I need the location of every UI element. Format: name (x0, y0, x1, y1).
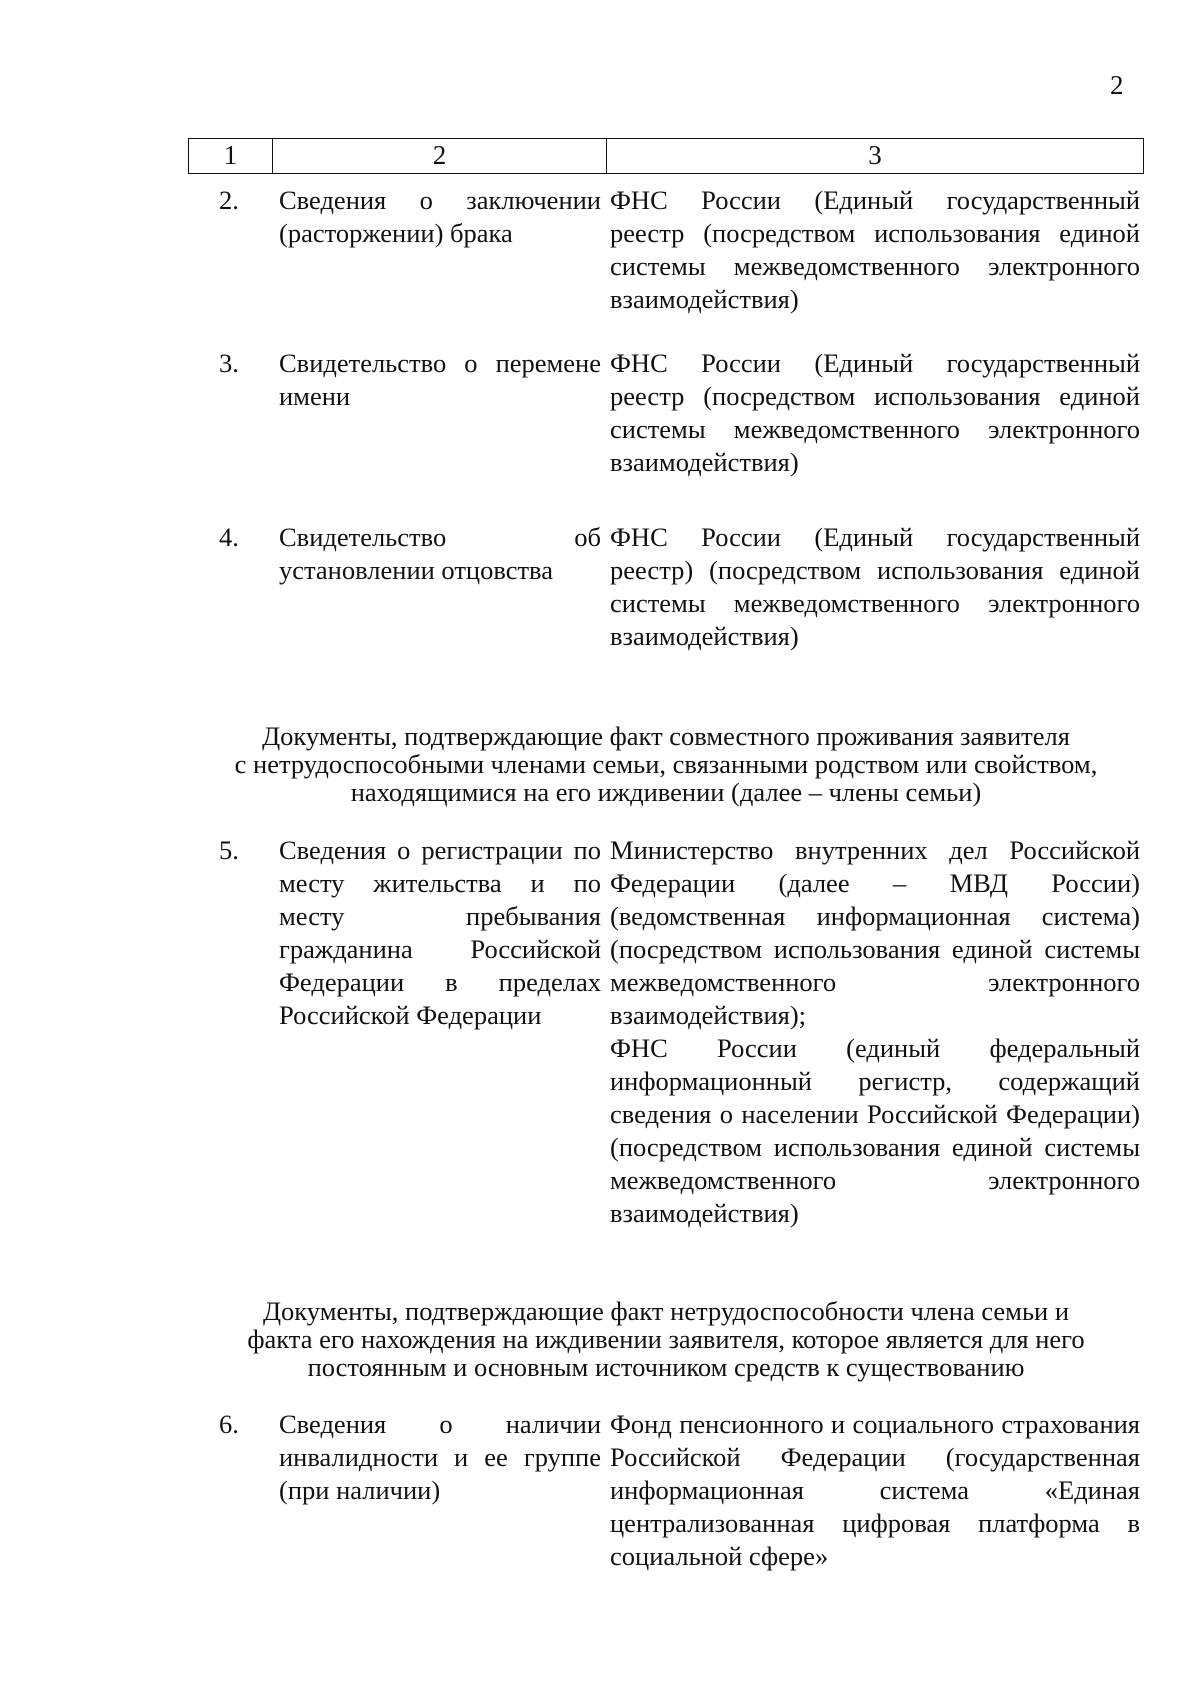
column-1-header: 1 (189, 139, 273, 173)
document-name: Сведения о наличии инвалидности и ее группе (при наличии) (279, 1409, 601, 1505)
heading-line: постоянным и основным источником средств к существованию (307, 1352, 1025, 1382)
row-number: 6. (219, 1409, 239, 1439)
document-source (604, 1408, 1140, 1573)
source-text: ФНС России (Единый государственный реестр (посредством использования единой системы межведомственного электронного взаимодействия) (610, 185, 1140, 314)
column-3-header: 3 (868, 140, 882, 170)
row-number: 2. (219, 185, 239, 215)
document-name: Сведения о заключении (расторжении) брака (279, 185, 601, 248)
section-heading (188, 1297, 1144, 1381)
document-name: Сведения о регистрации по месту жительства и по месту пребывания гражданина Российской Федерации в пределах Российской Федерации (279, 835, 601, 1030)
source-text: Министерство внутренних дел Российской Федерации (далее – МВД России) (ведомственная информационная система) (посредством использования единой системы межведомственного электронного взаимодействия); (610, 835, 1140, 1030)
heading-line: факта его нахождения на иждивении заявителя, которое является для него (247, 1324, 1085, 1354)
document-source (604, 834, 1140, 1230)
source-text: Фонд пенсионного и социального страхования Российской Федерации (государственная информационная система «Единая централизованная цифровая платформа в социальной сфере» (610, 1409, 1140, 1571)
heading-line: Документы, подтверждающие факт совместного проживания заявителя (262, 721, 1070, 751)
source-text: ФНС России (Единый государственный реестр (посредством использования единой системы межведомственного электронного взаимодействия) (610, 348, 1140, 477)
row-number: 4. (219, 522, 239, 552)
table-row (188, 184, 1144, 316)
document-name: Свидетельство об установлении отцовства (279, 522, 601, 585)
row-number: 3. (219, 348, 239, 378)
table-row (188, 834, 1144, 1230)
table-row (188, 347, 1144, 479)
section-heading (188, 722, 1144, 806)
document-source (604, 347, 1140, 479)
document-name: Свидетельство о перемене имени (279, 348, 601, 411)
document-source (604, 521, 1140, 653)
heading-line: Документы, подтверждающие факт нетрудоспособности члена семьи и (262, 1296, 1070, 1326)
heading-line: находящимися на его иждивении (далее – члены семьи) (350, 777, 982, 807)
table-header (188, 138, 1144, 174)
table-row (188, 521, 1144, 653)
row-number: 5. (219, 835, 239, 865)
source-text: ФНС России (Единый государственный реестр) (посредством использования единой системы межведомственного электронного взаимодействия) (610, 522, 1140, 651)
page-number: 2 (1110, 70, 1124, 100)
column-2-header: 2 (273, 139, 607, 173)
document-source (604, 184, 1140, 316)
heading-line: с нетрудоспособными членами семьи, связанными родством или свойством, (234, 749, 1098, 779)
source-text: ФНС России (единый федеральный информационный регистр, содержащий сведения о населении Российской Федерации) (посредством использования единой системы межведомственного электронного взаимодействия) (610, 1033, 1140, 1228)
table-row (188, 1408, 1144, 1573)
